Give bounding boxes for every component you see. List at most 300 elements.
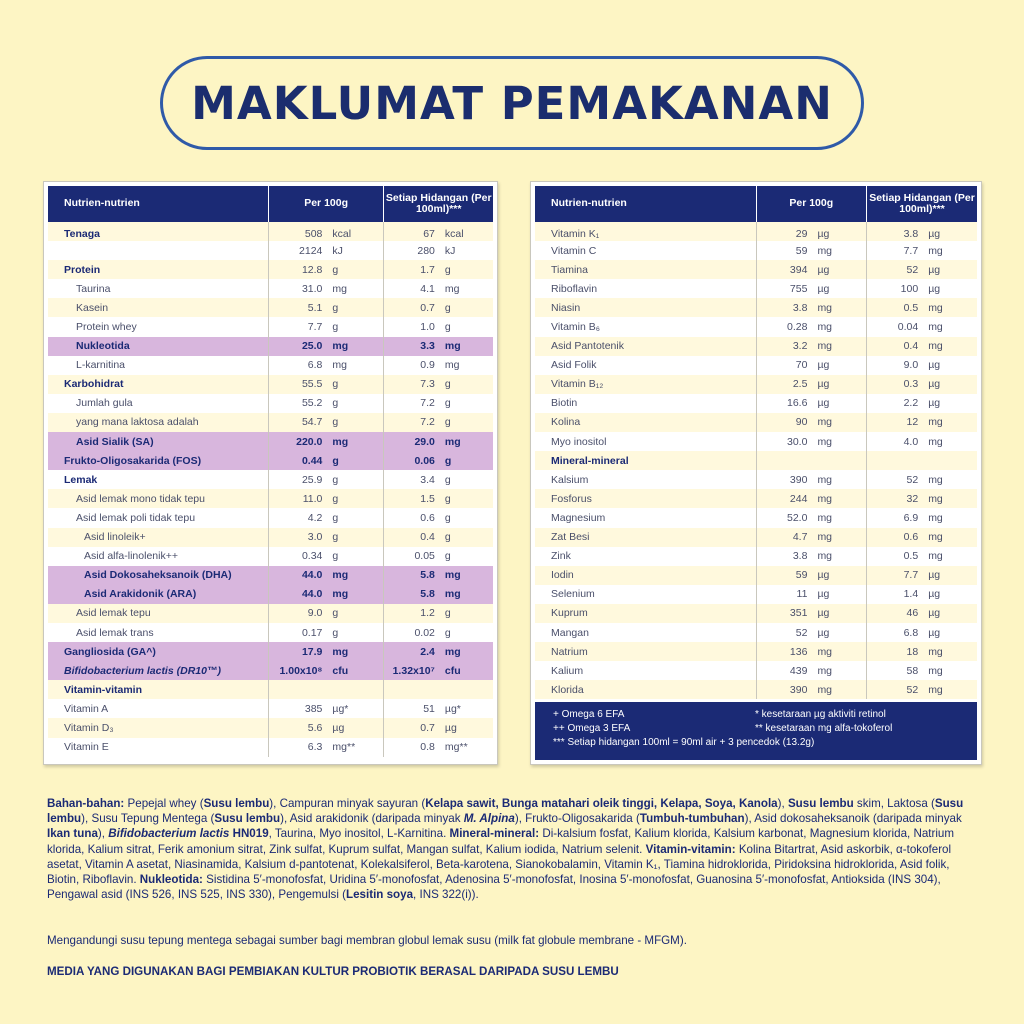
nutrient-name: Asid Sialik (SA) xyxy=(48,432,268,451)
serving-value-cell xyxy=(384,738,493,757)
serving-unit: µg xyxy=(928,588,941,601)
serving-value: 0.9 xyxy=(420,359,435,372)
serving-unit: mg xyxy=(928,664,943,677)
nutrition-table-left xyxy=(48,186,493,757)
per100-value-cell xyxy=(756,547,867,566)
table-row xyxy=(48,298,493,317)
per100-unit: mg xyxy=(332,569,349,582)
per100-value-cell xyxy=(756,375,867,394)
table-row xyxy=(48,604,493,623)
serving-unit: mg xyxy=(928,473,943,486)
per100-value-cell xyxy=(268,337,384,356)
per100-unit: g xyxy=(332,416,339,429)
per100-value-cell xyxy=(268,489,384,508)
header-per100: Per 100g xyxy=(268,186,384,222)
serving-unit: g xyxy=(444,301,451,314)
per100-unit: µg xyxy=(332,721,345,734)
serving-value-cell xyxy=(384,566,493,585)
serving-value-cell xyxy=(384,470,493,489)
per100-unit: mg xyxy=(332,359,347,372)
per100-unit: mg xyxy=(817,301,833,314)
per100-unit: mg xyxy=(817,340,833,353)
footnotes-box xyxy=(535,702,977,760)
header-nutrients: Nutrien-nutrien xyxy=(535,186,756,222)
serving-value: 1.4 xyxy=(903,588,919,601)
serving-unit: mg xyxy=(928,244,943,257)
per100-unit: cfu xyxy=(332,664,349,677)
nutrient-name: Asid lemak mono tidak tepu xyxy=(48,489,268,508)
per100-value-cell xyxy=(756,623,867,642)
serving-value-cell xyxy=(384,279,493,298)
serving-value: 58 xyxy=(906,664,919,677)
per100-value: 439 xyxy=(789,664,808,677)
per100-value-cell xyxy=(756,337,867,356)
table-row xyxy=(48,241,493,260)
serving-value-cell xyxy=(384,375,493,394)
per100-value: 136 xyxy=(789,645,808,658)
per100-value-cell xyxy=(756,604,867,623)
serving-value-cell xyxy=(867,547,978,566)
serving-value-cell xyxy=(867,413,978,432)
serving-value-cell xyxy=(867,528,978,547)
per100-unit: kJ xyxy=(332,244,343,257)
serving-value: 6.9 xyxy=(903,511,919,524)
per100-value-cell xyxy=(756,394,867,413)
per100-value: 16.6 xyxy=(787,397,808,410)
table-row xyxy=(535,642,977,661)
serving-value: 1.5 xyxy=(420,492,435,505)
table-row xyxy=(535,604,977,623)
serving-value-cell xyxy=(867,260,978,279)
per100-value: 31.0 xyxy=(301,282,323,295)
per100-value: 394 xyxy=(789,263,808,276)
serving-unit: g xyxy=(444,531,451,544)
per100-unit: mg xyxy=(332,435,349,448)
header-serving: Setiap Hidangan (Per 100ml)*** xyxy=(384,186,493,222)
nutrient-name: Vitamin D₃ xyxy=(48,718,268,737)
nutrient-name: Karbohidrat xyxy=(48,375,268,394)
page-title: MAKLUMAT PEMAKANAN xyxy=(191,76,833,130)
table-row xyxy=(535,489,977,508)
table-row xyxy=(48,738,493,757)
serving-value-cell xyxy=(867,298,978,317)
nutrient-name: Niasin xyxy=(535,298,756,317)
nutrient-name: Natrium xyxy=(535,642,756,661)
serving-unit: mg xyxy=(928,435,943,448)
serving-value: 0.6 xyxy=(420,511,435,524)
per100-value: 44.0 xyxy=(301,588,323,601)
serving-value-cell xyxy=(867,642,978,661)
serving-unit: µg xyxy=(928,227,941,240)
serving-value: 0.7 xyxy=(420,721,435,734)
per100-value-cell xyxy=(268,585,384,604)
per100-unit: mg xyxy=(817,492,833,505)
table-row xyxy=(48,394,493,413)
per100-value-cell xyxy=(756,642,867,661)
table-row xyxy=(48,642,493,661)
per100-value-cell xyxy=(268,451,384,470)
table-row xyxy=(535,356,977,375)
serving-unit: mg xyxy=(444,340,461,353)
serving-value: 5.8 xyxy=(420,588,435,601)
serving-value: 3.3 xyxy=(420,340,435,353)
serving-unit: mg** xyxy=(444,741,468,754)
table-row xyxy=(535,680,977,699)
table-row xyxy=(535,528,977,547)
serving-value-cell xyxy=(867,356,978,375)
table-row xyxy=(48,317,493,336)
serving-value-cell xyxy=(867,623,978,642)
footnote-serving: *** Setiap hidangan 100ml = 90ml air + 3 pencedok (13.2g) xyxy=(553,737,815,748)
table-row xyxy=(535,279,977,298)
table-row xyxy=(48,718,493,737)
serving-unit: mg xyxy=(444,359,460,372)
serving-value: 4.0 xyxy=(903,435,919,448)
per100-unit: kcal xyxy=(332,227,352,240)
per100-unit: mg xyxy=(817,550,833,563)
serving-unit: g xyxy=(444,607,451,620)
serving-value: 0.5 xyxy=(903,301,919,314)
serving-unit: µg* xyxy=(444,702,461,715)
nutrient-name: Kalium xyxy=(535,661,756,680)
serving-value: 0.3 xyxy=(903,378,919,391)
per100-unit: µg xyxy=(817,588,830,601)
nutrient-name: Jumlah gula xyxy=(48,394,268,413)
per100-value-cell xyxy=(756,222,867,241)
per100-value-cell xyxy=(268,623,384,642)
table-row xyxy=(48,623,493,642)
nutrient-name: Myo inositol xyxy=(535,432,756,451)
per100-value-cell xyxy=(756,680,867,699)
per100-unit: mg xyxy=(817,416,833,429)
per100-value: 44.0 xyxy=(301,569,323,582)
serving-unit: µg xyxy=(928,626,941,639)
serving-unit: mg xyxy=(444,435,461,448)
per100-value: 59 xyxy=(795,244,808,257)
serving-unit: µg xyxy=(928,282,941,295)
serving-value-cell xyxy=(384,413,493,432)
nutrient-name: Nukleotida xyxy=(48,337,268,356)
per100-value: 11.0 xyxy=(302,492,323,505)
serving-unit: mg xyxy=(928,683,943,696)
nutrient-name: Vitamin B₁₂ xyxy=(535,375,756,394)
per100-unit: g xyxy=(332,607,339,620)
serving-unit: g xyxy=(444,378,451,391)
per100-unit: mg xyxy=(332,588,349,601)
serving-value-cell xyxy=(867,566,978,585)
serving-value-cell xyxy=(384,222,493,241)
per100-value: 30.0 xyxy=(787,435,808,448)
per100-value: 3.2 xyxy=(792,340,808,353)
per100-value: 390 xyxy=(789,473,808,486)
per100-value-cell xyxy=(268,356,384,375)
nutrient-name: Vitamin-vitamin xyxy=(48,680,268,699)
footnote-tocopherol: ** kesetaraan mg alfa-tokoferol xyxy=(755,723,893,734)
per100-unit: mg xyxy=(332,282,347,295)
per100-value: 508 xyxy=(304,227,323,240)
serving-value-cell xyxy=(384,585,493,604)
serving-value-cell xyxy=(867,508,978,527)
nutrient-name: Mineral-mineral xyxy=(535,451,756,470)
serving-value: 5.8 xyxy=(420,569,435,582)
per100-value-cell xyxy=(268,566,384,585)
table-row xyxy=(535,508,977,527)
per100-unit: µg xyxy=(817,378,830,391)
nutrient-name: Asid lemak poli tidak tepu xyxy=(48,508,268,527)
table-row xyxy=(535,470,977,489)
per100-value: 4.2 xyxy=(307,511,323,524)
per100-value-cell xyxy=(268,642,384,661)
serving-value: 52 xyxy=(906,683,919,696)
serving-value-cell xyxy=(384,528,493,547)
per100-value-cell xyxy=(268,604,384,623)
serving-value-cell xyxy=(384,718,493,737)
per100-value: 52 xyxy=(795,626,808,639)
per100-value: 0.17 xyxy=(301,626,323,639)
per100-value: 17.9 xyxy=(301,645,323,658)
nutrient-name: Magnesium xyxy=(535,508,756,527)
table-row xyxy=(535,394,977,413)
serving-value: 18 xyxy=(906,645,919,658)
per100-value: 244 xyxy=(789,492,808,505)
nutrient-name: Vitamin A xyxy=(48,699,268,718)
per100-value-cell xyxy=(268,661,384,680)
per100-value: 25.0 xyxy=(301,340,323,353)
serving-unit: mg xyxy=(444,282,460,295)
serving-value: 52 xyxy=(906,263,919,276)
nutrition-panel-left xyxy=(43,181,498,765)
per100-value-cell xyxy=(268,413,384,432)
nutrient-name: yang mana laktosa adalah xyxy=(48,413,268,432)
nutrition-panel-right xyxy=(530,181,982,765)
nutrient-name: Vitamin K₁ xyxy=(535,222,756,241)
nutrient-name: Gangliosida (GA^) xyxy=(48,642,268,661)
serving-value-cell xyxy=(867,317,978,336)
nutrient-name: Vitamin E xyxy=(48,738,268,757)
table-row xyxy=(535,661,977,680)
serving-value: 9.0 xyxy=(903,359,919,372)
per100-value-cell xyxy=(756,413,867,432)
per100-value-cell xyxy=(268,738,384,757)
per100-value: 3.8 xyxy=(792,301,808,314)
per100-value-cell xyxy=(756,451,867,470)
per100-value: 55.5 xyxy=(301,378,323,391)
table-row xyxy=(48,413,493,432)
header-serving: Setiap Hidangan (Per 100ml)*** xyxy=(867,186,978,222)
per100-value: 5.6 xyxy=(307,721,323,734)
serving-unit: µg xyxy=(928,378,941,391)
per100-value: 12.8 xyxy=(301,263,323,276)
per100-value-cell xyxy=(268,699,384,718)
serving-value: 6.8 xyxy=(903,626,919,639)
table-row xyxy=(535,451,977,470)
per100-unit: µg xyxy=(817,263,830,276)
serving-value: 7.2 xyxy=(420,397,435,410)
serving-value: 0.4 xyxy=(903,340,919,353)
serving-unit: mg xyxy=(928,340,943,353)
per100-value: 55.2 xyxy=(301,397,323,410)
table-row xyxy=(48,279,493,298)
per100-unit: mg xyxy=(817,435,833,448)
per100-value: 6.8 xyxy=(307,359,323,372)
nutrient-name: Iodin xyxy=(535,566,756,585)
per100-unit: g xyxy=(332,492,339,505)
serving-unit: mg xyxy=(444,569,461,582)
table-row xyxy=(48,489,493,508)
serving-value: 1.0 xyxy=(420,321,435,334)
serving-value-cell xyxy=(384,337,493,356)
serving-value: 67 xyxy=(423,227,435,240)
serving-unit: µg xyxy=(928,263,941,276)
serving-unit: g xyxy=(444,550,451,563)
serving-value-cell xyxy=(384,547,493,566)
per100-value-cell xyxy=(268,241,384,260)
per100-unit: g xyxy=(332,263,339,276)
serving-unit: cfu xyxy=(444,664,461,677)
serving-value: 2.2 xyxy=(903,397,919,410)
nutrient-name: Kuprum xyxy=(535,604,756,623)
per100-value-cell xyxy=(756,356,867,375)
table-row xyxy=(48,470,493,489)
serving-value: 51 xyxy=(423,702,435,715)
nutrient-name: Protein whey xyxy=(48,317,268,336)
serving-unit: mg xyxy=(928,550,943,563)
per100-value: 9.0 xyxy=(307,607,323,620)
nutrient-name: Zink xyxy=(535,547,756,566)
per100-unit: mg xyxy=(817,473,833,486)
serving-value-cell xyxy=(867,680,978,699)
table-row xyxy=(535,317,977,336)
per100-unit: mg xyxy=(332,645,349,658)
per100-unit: mg xyxy=(817,664,833,677)
nutrient-name: Frukto-Oligosakarida (FOS) xyxy=(48,451,268,470)
serving-unit: g xyxy=(444,454,452,467)
per100-value-cell xyxy=(268,547,384,566)
per100-unit: µg xyxy=(817,607,830,620)
per100-value: 390 xyxy=(789,683,808,696)
per100-unit: g xyxy=(332,378,339,391)
table-row xyxy=(48,375,493,394)
per100-value-cell xyxy=(268,432,384,451)
per100-value-cell xyxy=(756,470,867,489)
serving-value-cell xyxy=(867,489,978,508)
per100-value: 385 xyxy=(304,702,323,715)
serving-value-cell xyxy=(384,451,493,470)
serving-unit: mg xyxy=(928,301,943,314)
per100-value-cell xyxy=(268,298,384,317)
nutrient-name: Biotin xyxy=(535,394,756,413)
per100-value: 0.34 xyxy=(301,550,323,563)
table-row xyxy=(48,699,493,718)
per100-unit: g xyxy=(332,454,339,467)
table-row xyxy=(535,547,977,566)
per100-unit: mg xyxy=(817,244,833,257)
per100-value: 5.1 xyxy=(307,301,323,314)
serving-value-cell xyxy=(384,260,493,279)
per100-value-cell xyxy=(268,394,384,413)
per100-value: 6.3 xyxy=(307,741,323,754)
nutrient-name: Zat Besi xyxy=(535,528,756,547)
per100-unit: g xyxy=(332,531,339,544)
nutrient-name: Asid alfa-linolenik++ xyxy=(48,547,268,566)
nutrient-name: Selenium xyxy=(535,585,756,604)
footnote-retinol: * kesetaraan µg aktiviti retinol xyxy=(755,709,886,720)
table-row xyxy=(48,528,493,547)
serving-value-cell xyxy=(867,279,978,298)
serving-value: 100 xyxy=(900,282,919,295)
serving-value: 0.8 xyxy=(420,741,435,754)
serving-value: 0.4 xyxy=(420,531,435,544)
table-row xyxy=(535,375,977,394)
per100-value: 90 xyxy=(795,416,808,429)
per100-value: 1.00x10⁸ xyxy=(279,664,323,677)
per100-value-cell xyxy=(756,317,867,336)
per100-value-cell xyxy=(268,718,384,737)
serving-value-cell xyxy=(867,604,978,623)
ingredients-text: Bahan-bahan: Pepejal whey (Susu lembu), Campuran minyak sayuran (Kelapa sawit, Bunga matahari oleik tinggi, Kelapa, Soya, Kanola), Susu lembu skim, Laktosa (Susu lembu), Susu Tepung Mentega (Susu lembu), Asid arakidonik (daripada minyak M. Alpina), Frukto-Oligosakarida (Tumbuh-tumbuhan), Asid dokosaheksanoik (daripada minyak Ikan tuna), Bifidobacterium lactis HN019, Taurina, Myo inositol, L-Karnitina. Mineral-mineral: Di-kalsium fosfat, Kalium klorida, Kalsium karbonat, Magnesium klorida, Natrium klorida, Kalium sitrat, Ferik amonium sitrat, Zink sulfat, Kuprum sulfat, Mangan sulfat, Kalium iodida, Natrium selenit. Vitamin-vitamin: Kolina Bitartrat, Asid askorbik, α-tokoferol asetat, Vitamin A asetat, Niasinamida, Kalsium d-pantotenat, Kolekalsiferol, Beta-karotena, Sianokobalamin, Vitamin K₁, Tiamina hidroklorida, Piridoksina hidroklorida, Asid folik, Biotin, Riboflavin. Nukleotida: Sistidina 5′-monofosfat, Uridina 5′-monofosfat, Adenosina 5′-monofosfat, Inosina 5′-monofosfat, Guanosina 5′-monofosfat, Antioksida (INS 304), Pengawal asid (INS 526, INS 525, INS 330), Pengemulsi (Lesitin soya, INS 322(i)). xyxy=(47,797,964,902)
per100-value-cell xyxy=(756,661,867,680)
serving-value-cell xyxy=(384,604,493,623)
per100-unit: mg xyxy=(817,645,833,658)
per100-value-cell xyxy=(268,680,384,699)
serving-value-cell xyxy=(384,298,493,317)
per100-unit: µg xyxy=(817,227,830,240)
serving-value: 29.0 xyxy=(414,435,435,448)
table-row xyxy=(535,623,977,642)
serving-value-cell xyxy=(867,585,978,604)
table-row xyxy=(48,451,493,470)
nutrient-name: Vitamin B₆ xyxy=(535,317,756,336)
nutrient-name: Riboflavin xyxy=(535,279,756,298)
per100-value: 2.5 xyxy=(792,378,808,391)
serving-value-cell xyxy=(384,680,493,699)
footnote-omega6: + Omega 6 EFA xyxy=(553,709,625,720)
serving-unit: mg xyxy=(928,511,943,524)
per100-value: 220.0 xyxy=(296,435,323,448)
serving-unit: kcal xyxy=(444,227,464,240)
nutrient-name: Protein xyxy=(48,260,268,279)
per100-value: 3.0 xyxy=(307,531,323,544)
serving-value: 3.8 xyxy=(903,227,919,240)
serving-value-cell xyxy=(384,661,493,680)
nutrient-name: Lemak xyxy=(48,470,268,489)
per100-value-cell xyxy=(268,317,384,336)
per100-value-cell xyxy=(756,489,867,508)
per100-unit: µg xyxy=(817,397,830,410)
serving-unit: mg xyxy=(928,492,943,505)
per100-value: 54.7 xyxy=(301,416,323,429)
serving-value: 7.2 xyxy=(420,416,435,429)
per100-value: 70 xyxy=(795,359,808,372)
table-row xyxy=(535,337,977,356)
serving-unit: g xyxy=(444,473,451,486)
per100-value: 52.0 xyxy=(787,511,808,524)
per100-value: 25.9 xyxy=(301,473,323,486)
title-banner xyxy=(160,56,864,150)
table-row xyxy=(48,508,493,527)
per100-unit: g xyxy=(332,397,339,410)
serving-value: 4.1 xyxy=(420,282,435,295)
per100-value-cell xyxy=(268,260,384,279)
per100-value-cell xyxy=(268,508,384,527)
per100-unit: g xyxy=(332,473,339,486)
serving-value-cell xyxy=(384,432,493,451)
table-row xyxy=(48,356,493,375)
per100-value: 0.28 xyxy=(787,321,808,334)
serving-unit: g xyxy=(444,626,451,639)
per100-value-cell xyxy=(268,375,384,394)
serving-value: 0.06 xyxy=(414,454,435,467)
